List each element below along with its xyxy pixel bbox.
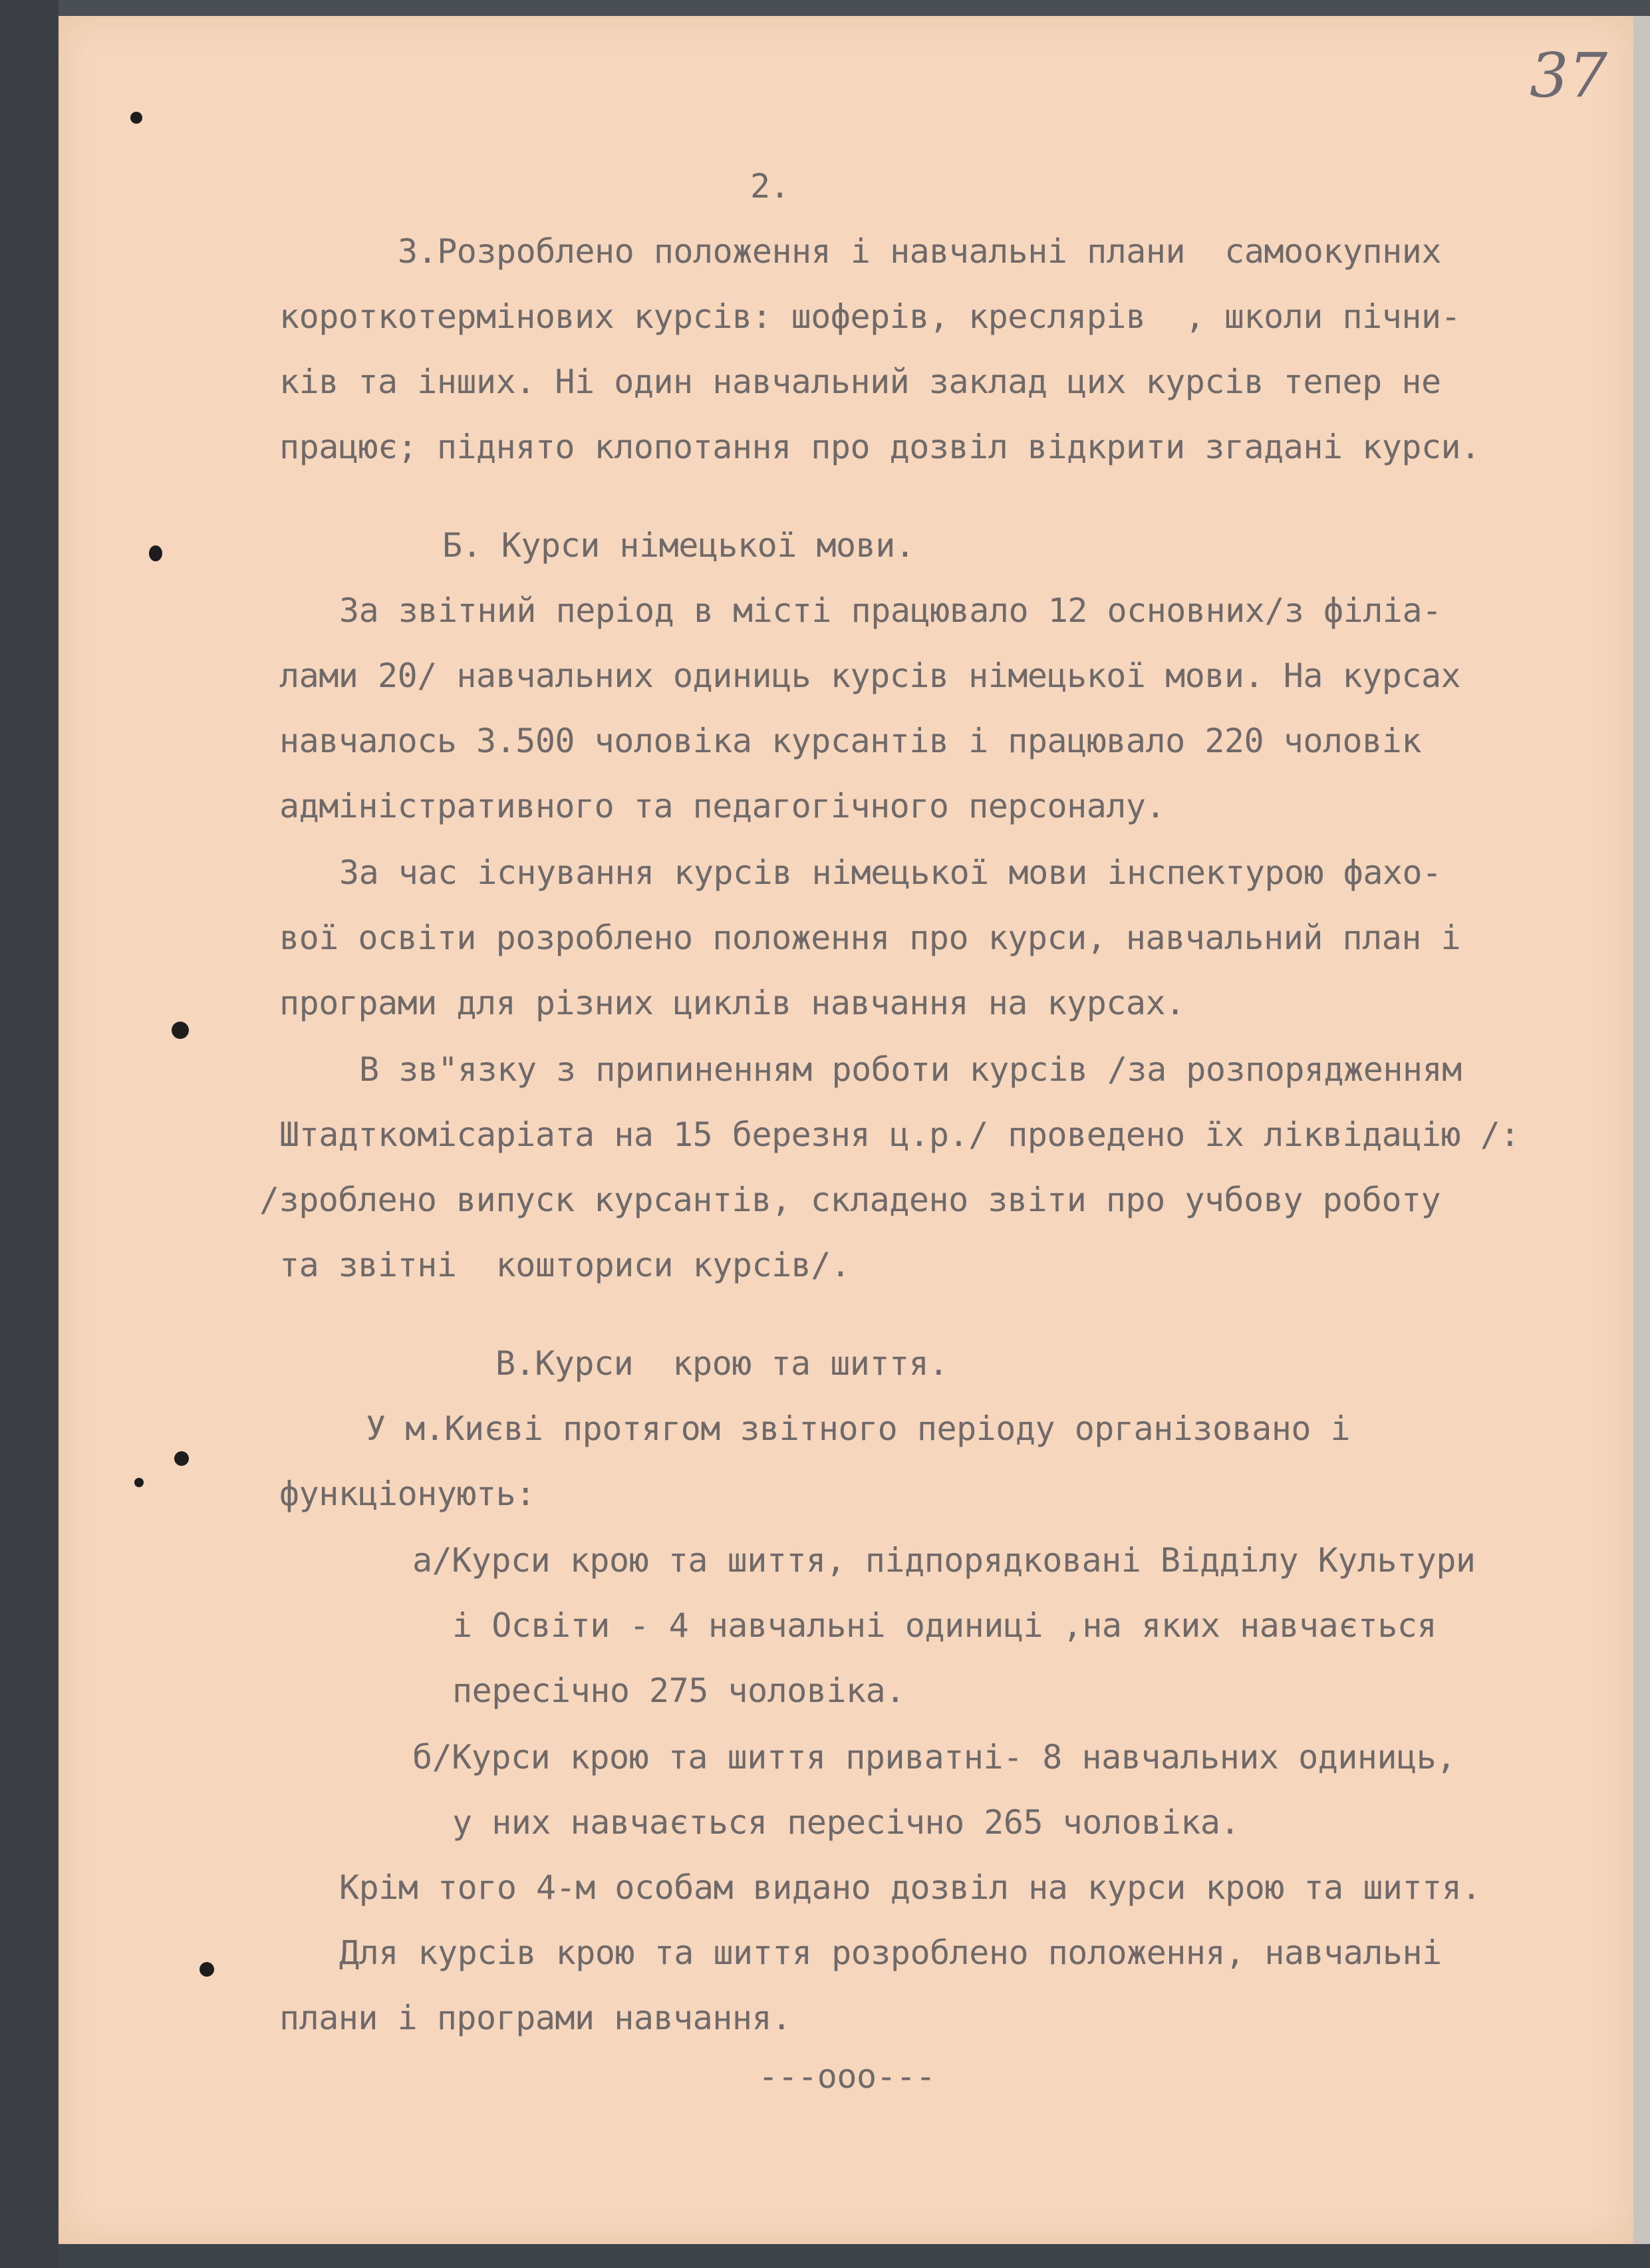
text-line: навчалось 3.500 чоловіка курсантів і працювало 220 чоловік <box>279 722 1421 760</box>
text-line: короткотермінових курсів: шоферів, креслярів , школи пічни- <box>279 297 1461 336</box>
section-heading: В.Курси крою та шиття. <box>495 1344 948 1383</box>
binding-mark <box>200 1962 214 1977</box>
binding-mark <box>134 1478 144 1487</box>
text-line: У м.Києві протягом звітного періоду організовано і <box>366 1409 1351 1448</box>
text-line: адміністративного та педагогічного персоналу. <box>279 787 1166 825</box>
text-line: Крім того 4-м особам видано дозвіл на курси крою та шиття. <box>339 1868 1481 1907</box>
text-line: працює; піднято клопотання про дозвіл відкрити згадані курси. <box>279 428 1480 466</box>
list-item-continuation: пересічно 275 чоловіка. <box>452 1671 905 1710</box>
scan-border-left <box>0 0 59 2268</box>
list-item-continuation: у них навчається пересічно 265 чоловіка. <box>452 1803 1240 1842</box>
text-line: 3.Розроблено положення і навчальні плани самоокупних <box>398 232 1441 271</box>
scan-border-right <box>1633 16 1650 2244</box>
binding-mark <box>172 1022 189 1039</box>
section-heading: Б. Курси німецької мови. <box>442 526 915 565</box>
binding-mark <box>130 112 142 124</box>
text-line: вої освіти розроблено положення про курси, навчальний план і <box>279 919 1461 957</box>
text-line: лами 20/ навчальних одиниць курсів німецької мови. На курсах <box>279 656 1461 695</box>
binding-mark <box>149 545 162 561</box>
text-line: Штадткомісаріата на 15 березня ц.р./ проведено їх ліквідацію /: <box>279 1115 1520 1154</box>
list-item: а/Курси крою та шиття, підпорядковані Відділу Культури <box>412 1541 1476 1580</box>
text-line: функціонують: <box>279 1475 535 1513</box>
list-item: б/Курси крою та шиття приватні- 8 навчальних одиниць, <box>412 1738 1456 1776</box>
text-line: програми для різних циклів навчання на курсах. <box>279 984 1185 1022</box>
folio-number: 37 <box>1530 40 1608 111</box>
text-line: За звітний період в місті працювало 12 основних/з філіа- <box>339 591 1442 630</box>
text-line: В зв"язку з припиненням роботи курсів /за розпорядженням <box>359 1050 1462 1089</box>
page-number: 2. <box>750 167 790 206</box>
closing-mark: ---ооо--- <box>758 2057 936 2096</box>
list-item-continuation: і Освіти - 4 навчальні одиниці ,на яких навчається <box>452 1606 1437 1645</box>
scan-border-bottom <box>59 2244 1650 2268</box>
text-line: та звітні кошториси курсів/. <box>279 1246 851 1284</box>
text-line: За час існування курсів німецької мови інспектурою фахо- <box>339 853 1442 892</box>
text-line: ків та інших. Ні один навчальний заклад цих курсів тепер не <box>279 362 1441 401</box>
binding-mark <box>174 1451 189 1466</box>
text-line: плани і програми навчання. <box>279 1999 791 2037</box>
text-line: Для курсів крою та шиття розроблено положення, навчальні <box>339 1933 1442 1972</box>
text-line: /зроблено випуск курсантів, складено звіти про учбову роботу <box>259 1181 1441 1219</box>
